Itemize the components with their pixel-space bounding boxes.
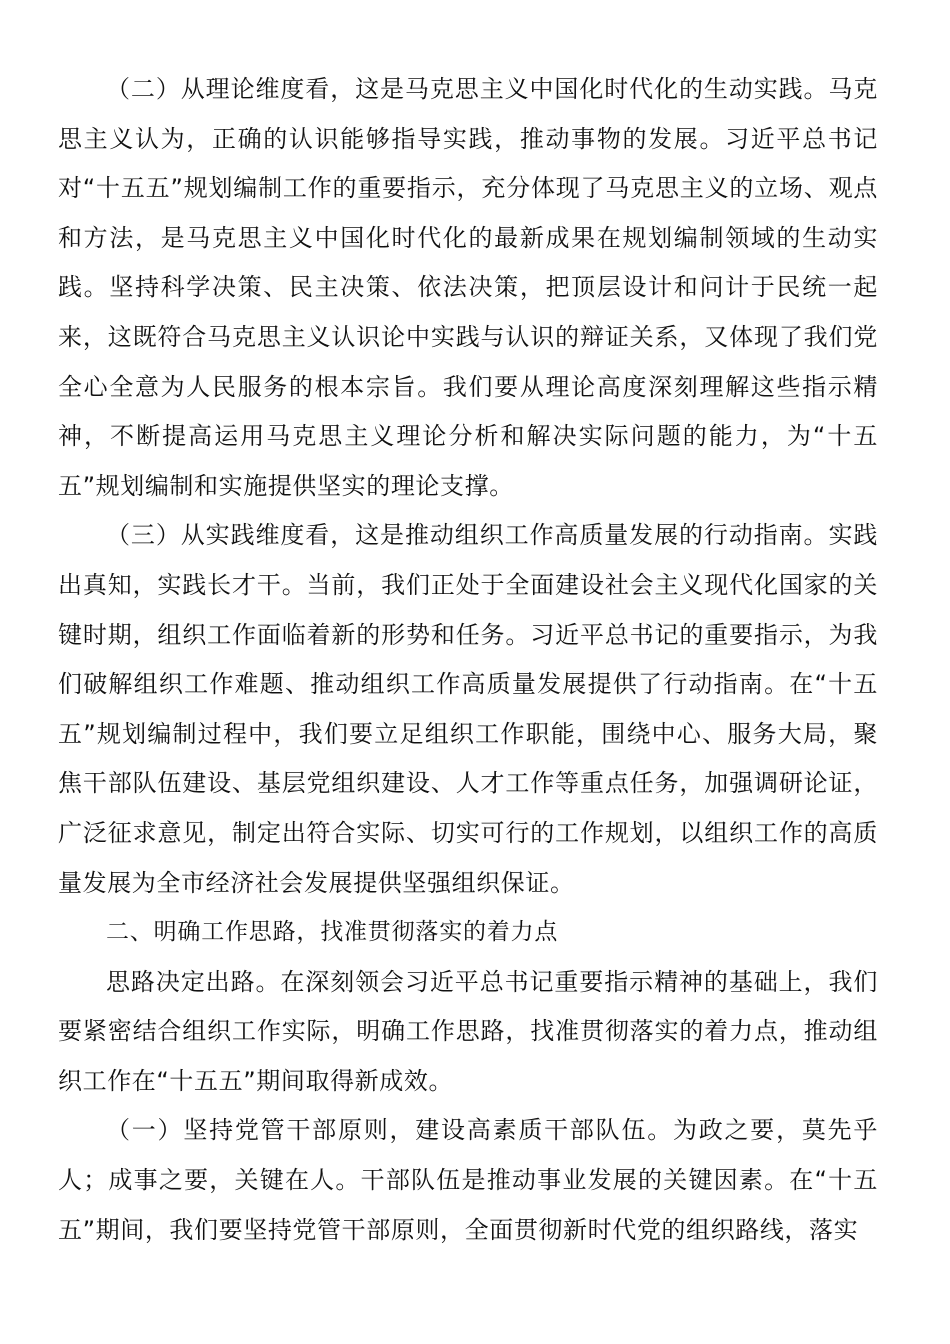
section-heading-work-approach: 二、明确工作思路，找准贯彻落实的着力点 [106, 919, 559, 946]
paragraph-theory-dimension: （二）从理论维度看，这是马克思主义中国化时代化的生动实践。马克思主义认为，正确的认识能够指导实践，推动事物的发展。习近平总书记对“十五五”规划编制工作的重要指示，充分体现了马克思主义的立场、观点和方法，是马克思主义中国化时代化的最新成果在规划编制领域的生动实践。坚持科学决策、民主决策、依法决策，把顶层设计和问计于民统一起来，这既符合马克思主义认识论中实践与认识的辩证关系，又体现了我们党全心全意为人民服务的根本宗旨。我们要从理论高度深刻理解这些指示精神，不断提高运用马克思主义理论分析和解决实际问题的能力，为“十五五”规划编制和实施提供坚实的理论支撑。 [58, 75, 878, 500]
document-page [58, 65, 878, 1255]
paragraph-cadre-management: （一）坚持党管干部原则，建设高素质干部队伍。为政之要，莫先乎人；成事之要，关键在人。干部队伍是推动事业发展的关键因素。在“十五五”期间，我们要坚持党管干部原则，全面贯彻新时代党的组织路线，落实 [58, 1116, 878, 1244]
paragraph-practice-dimension: （三）从实践维度看，这是推动组织工作高质量发展的行动指南。实践出真知，实践长才干。当前，我们正处于全面建设社会主义现代化国家的关键时期，组织工作面临着新的形势和任务。习近平总书记的重要指示，为我们破解组织工作难题、推动组织工作高质量发展提供了行动指南。在“十五五”规划编制过程中，我们要立足组织工作职能，围绕中心、服务大局，聚焦干部队伍建设、基层党组织建设、人才工作等重点任务，加强调研论证，广泛征求意见，制定出符合实际、切实可行的工作规划，以组织工作的高质量发展为全市经济社会发展提供坚强组织保证。 [58, 521, 878, 897]
paragraph-approach-intro: 思路决定出路。在深刻领会习近平总书记重要指示精神的基础上，我们要紧密结合组织工作实际，明确工作思路，找准贯彻落实的着力点，推动组织工作在“十五五”期间取得新成效。 [58, 967, 878, 1095]
